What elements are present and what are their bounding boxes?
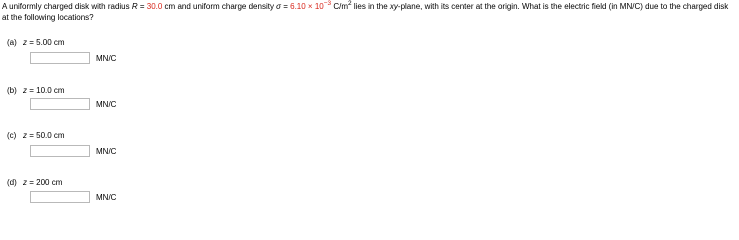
part-c-letter: (c)	[7, 131, 17, 140]
part-c-unit: MN/C	[96, 147, 117, 156]
part-c-equals: =	[27, 131, 37, 140]
equals-sign: =	[137, 2, 147, 11]
part-a-variable: z	[23, 38, 27, 47]
problem-text-lies: lies in the	[351, 2, 390, 11]
part-d-label	[7, 178, 62, 187]
plane-label: xy	[389, 2, 398, 11]
problem-text-intro: A uniformly charged disk with radius	[2, 2, 132, 11]
part-d-answer-input[interactable]	[30, 191, 90, 203]
sigma-symbol: σ	[276, 2, 281, 11]
part-b-letter: (b)	[7, 86, 17, 95]
part-b-variable: z	[23, 86, 27, 95]
part-a-value: 5.00 cm	[36, 38, 65, 47]
radius-variable: R	[131, 2, 138, 11]
part-b-unit: MN/C	[96, 100, 117, 109]
part-c-label	[7, 131, 65, 140]
part-d-equals: =	[27, 178, 37, 187]
charge-density-value	[290, 2, 331, 11]
part-a-unit: MN/C	[96, 54, 117, 63]
part-b-answer-input[interactable]	[30, 98, 90, 110]
problem-text-density: cm and uniform charge density	[162, 2, 277, 11]
part-d-value: 200 cm	[36, 178, 63, 187]
part-a-label	[7, 38, 65, 47]
part-c-variable: z	[23, 131, 27, 140]
part-d-variable: z	[23, 178, 27, 187]
radius-value: 30.0	[146, 2, 163, 11]
charge-density-exponent: −3	[323, 0, 332, 7]
part-b-label	[7, 86, 65, 95]
part-d-letter: (d)	[7, 178, 17, 187]
part-a-answer-input[interactable]	[30, 52, 90, 64]
part-a-letter: (a)	[7, 38, 17, 47]
equals-sign-sigma: =	[281, 2, 291, 11]
density-unit-exponent: 2	[348, 0, 352, 7]
density-unit: C/m	[331, 2, 349, 11]
part-c-value: 50.0 cm	[36, 131, 65, 140]
problem-text-question: -plane, with its center at the origin. What is the electric field (in MN/C) due to the charged disk at the following locations?	[2, 2, 729, 22]
part-b-equals: =	[27, 86, 37, 95]
part-c-answer-input[interactable]	[30, 145, 90, 157]
part-d-unit: MN/C	[96, 193, 117, 202]
part-b-value: 10.0 cm	[36, 86, 65, 95]
charge-density-mantissa: 6.10 × 10	[290, 2, 324, 11]
problem-statement	[2, 1, 737, 23]
part-a-equals: =	[27, 38, 37, 47]
